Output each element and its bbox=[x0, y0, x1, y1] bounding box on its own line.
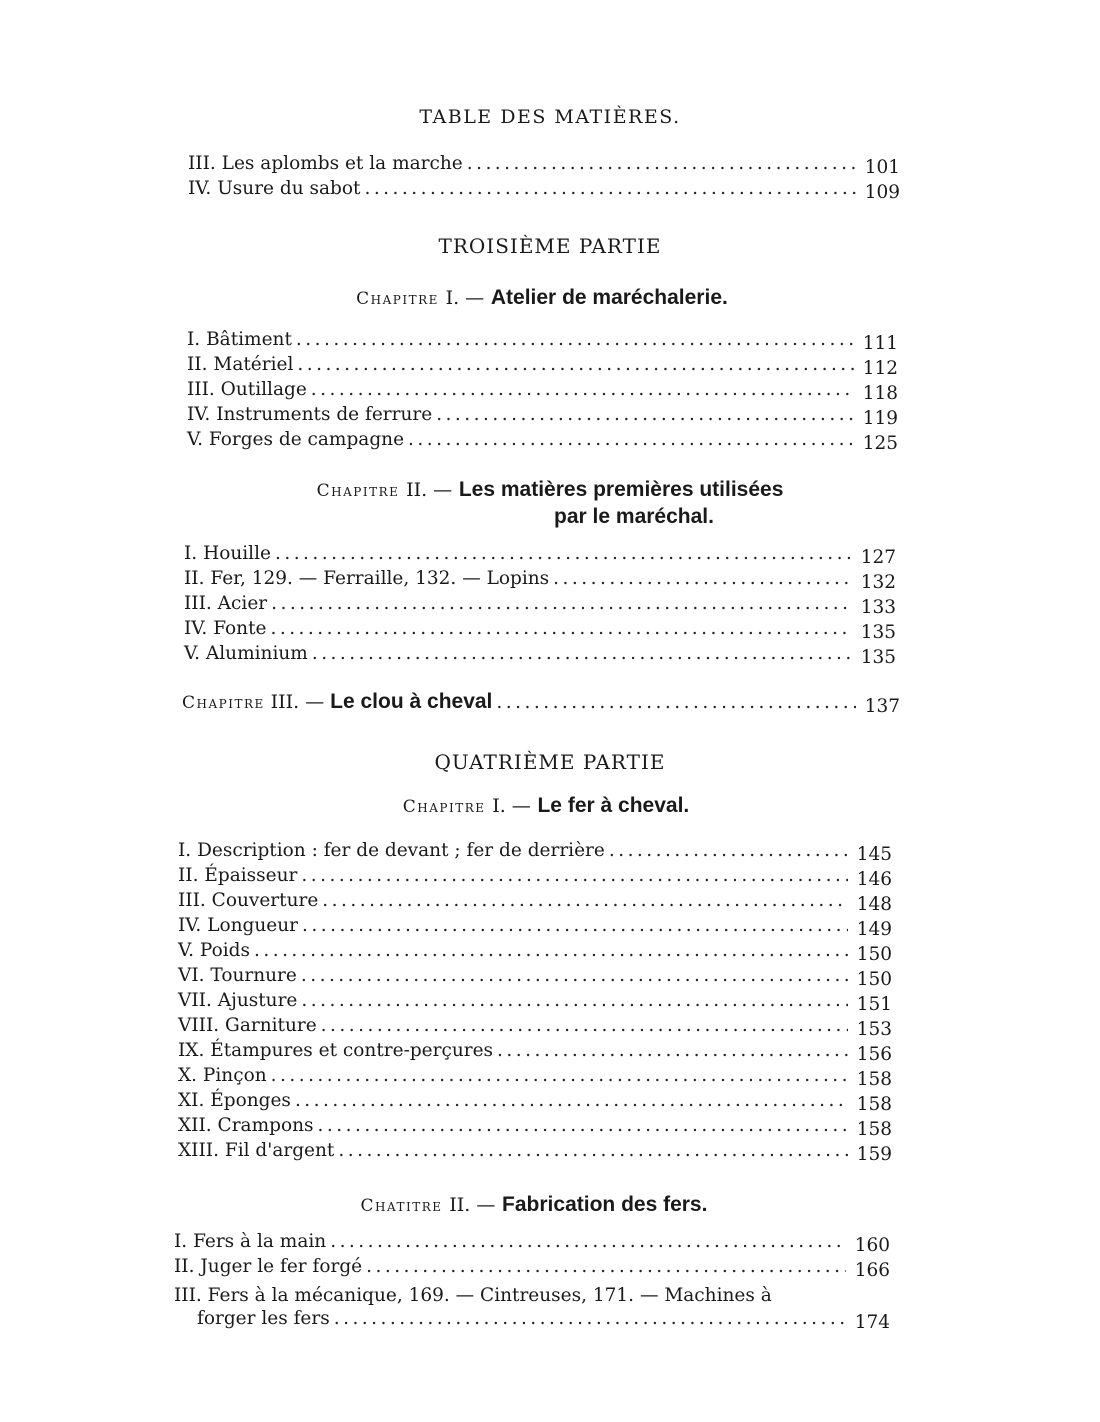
toc-entry bbox=[178, 1140, 892, 1164]
chapter-heading bbox=[0, 285, 1092, 310]
toc-entry bbox=[178, 990, 892, 1014]
toc-entry bbox=[197, 1308, 890, 1332]
toc-entry-label: IX. Étampures et contre-perçures bbox=[178, 1040, 494, 1061]
page-number: 148 bbox=[856, 894, 892, 915]
toc-entry-label: VII. Ajusture bbox=[178, 990, 298, 1011]
chapter-title: Le fer à cheval. bbox=[537, 794, 690, 817]
page-number: 166 bbox=[854, 1260, 890, 1281]
page-number: 150 bbox=[856, 944, 892, 965]
toc-entry bbox=[187, 379, 898, 403]
dot-leader bbox=[364, 178, 856, 199]
chapter-title: Le clou à cheval bbox=[330, 690, 493, 713]
chapter-heading bbox=[0, 477, 1100, 502]
toc-entry-label: XII. Crampons bbox=[178, 1115, 314, 1136]
toc-entry-label: I. Fers à la main bbox=[174, 1231, 327, 1252]
chapter-title: Fabrication des fers. bbox=[502, 1193, 708, 1216]
dot-leader bbox=[321, 1015, 848, 1036]
toc-entry-label: XIII. Fil d'argent bbox=[178, 1140, 335, 1161]
chapter-label bbox=[182, 690, 492, 714]
dot-leader bbox=[297, 354, 854, 375]
page-number: 127 bbox=[860, 547, 896, 568]
part-heading: TROISIÈME PARTIE bbox=[438, 234, 662, 258]
toc-entry-label: X. Pinçon bbox=[178, 1065, 267, 1086]
toc-entry-label: I. Description : fer de devant ; fer de derrière bbox=[178, 840, 605, 861]
chapter-numeral: III. — bbox=[270, 691, 325, 713]
chapter-heading bbox=[0, 1192, 1084, 1217]
page-number: 158 bbox=[856, 1069, 892, 1090]
chapter-prefix: Chapitre bbox=[402, 797, 486, 817]
toc-entry bbox=[178, 1015, 892, 1039]
dot-leader bbox=[553, 568, 852, 589]
toc-entry-label: V. Aluminium bbox=[184, 643, 308, 664]
toc-entry-label: I. Houille bbox=[184, 543, 271, 564]
dot-leader bbox=[322, 890, 848, 911]
dot-leader bbox=[302, 915, 848, 936]
page-number: 132 bbox=[860, 572, 896, 593]
toc-entry-label: V. Poids bbox=[178, 940, 250, 961]
chapter-entry bbox=[182, 690, 900, 717]
dot-leader bbox=[497, 1040, 848, 1061]
dot-leader bbox=[312, 643, 852, 664]
toc-entry bbox=[178, 865, 892, 889]
dot-leader bbox=[271, 593, 852, 614]
toc-entry-label: III. Fers à la mécanique, 169. — Cintreuses, 171. — Machines à bbox=[174, 1285, 772, 1306]
toc-entry bbox=[178, 915, 892, 939]
toc-entry-label: IV. Usure du sabot bbox=[188, 178, 361, 199]
toc-entry bbox=[174, 1231, 890, 1255]
page-number: 133 bbox=[860, 597, 896, 618]
dot-leader bbox=[338, 1140, 848, 1161]
chapter-numeral: I. — bbox=[492, 795, 531, 817]
toc-entry-label: XI. Éponges bbox=[178, 1090, 291, 1111]
toc-entry-label: I. Bâtiment bbox=[187, 329, 292, 350]
toc-entry bbox=[178, 1115, 892, 1139]
toc-entry bbox=[188, 178, 900, 202]
toc-entry-label: IV. Instruments de ferrure bbox=[187, 404, 433, 425]
toc-entry bbox=[187, 429, 898, 453]
chapter-numeral: II. — bbox=[449, 1194, 496, 1216]
toc-entry bbox=[178, 1065, 892, 1089]
dot-leader bbox=[270, 618, 852, 639]
chapter-heading-cont bbox=[84, 504, 1100, 529]
dot-leader bbox=[296, 329, 854, 350]
dot-leader bbox=[436, 404, 854, 425]
page-number: 119 bbox=[862, 408, 898, 429]
dot-leader bbox=[318, 1115, 848, 1136]
toc-entry-label: VI. Tournure bbox=[178, 965, 297, 986]
toc-entry bbox=[187, 354, 898, 378]
toc-entry-label: II. Épaisseur bbox=[178, 865, 298, 886]
dot-leader bbox=[301, 965, 848, 986]
toc-entry-label: II. Fer, 129. — Ferraille, 132. — Lopins bbox=[184, 568, 550, 589]
toc-entry-label: IV. Fonte bbox=[184, 618, 267, 639]
page-number: 137 bbox=[864, 696, 900, 717]
toc-entry bbox=[187, 329, 898, 353]
page-number: 150 bbox=[856, 969, 892, 990]
dot-leader bbox=[271, 1065, 848, 1086]
page-number: 111 bbox=[862, 333, 898, 354]
page-number: 135 bbox=[860, 622, 896, 643]
chapter-numeral: II. — bbox=[406, 479, 453, 501]
toc-entry bbox=[184, 568, 896, 592]
page-number: 145 bbox=[856, 844, 892, 865]
toc-entry bbox=[184, 618, 896, 642]
page-number: 160 bbox=[854, 1235, 890, 1256]
toc-entry-label: III. Acier bbox=[184, 593, 268, 614]
chapter-prefix: Chapitre bbox=[356, 289, 439, 309]
toc-entry bbox=[178, 1090, 892, 1114]
toc-entry bbox=[188, 153, 900, 177]
toc-entry bbox=[184, 543, 896, 567]
page-number: 101 bbox=[864, 157, 900, 178]
page-number: 158 bbox=[856, 1094, 892, 1115]
page-number: 153 bbox=[856, 1019, 892, 1040]
dot-leader bbox=[366, 1256, 846, 1277]
toc-entry-label: forger les fers bbox=[197, 1308, 330, 1329]
toc-entry-label: II. Juger le fer forgé bbox=[174, 1256, 363, 1277]
toc-entry bbox=[187, 404, 898, 428]
dot-leader bbox=[496, 692, 856, 713]
dot-leader bbox=[609, 840, 848, 861]
page-number: 118 bbox=[862, 383, 898, 404]
page-number: 125 bbox=[862, 433, 898, 454]
page-number: 158 bbox=[856, 1119, 892, 1140]
toc-entry-label: II. Matériel bbox=[187, 354, 294, 375]
dot-leader bbox=[330, 1231, 846, 1252]
page-number: 151 bbox=[856, 994, 892, 1015]
dot-leader bbox=[254, 940, 848, 961]
dot-leader bbox=[301, 990, 848, 1011]
chapter-title: Atelier de maréchalerie. bbox=[490, 286, 728, 309]
toc-entry bbox=[184, 643, 896, 667]
toc-entry-label: IV. Longueur bbox=[178, 915, 298, 936]
chapter-prefix: Chapitre bbox=[182, 693, 265, 713]
page-number: 112 bbox=[862, 358, 898, 379]
toc-entry-label: III. Couverture bbox=[178, 890, 319, 911]
page-number: 149 bbox=[856, 919, 892, 940]
toc-entry-label: V. Forges de campagne bbox=[187, 429, 405, 450]
chapter-prefix: Chatitre bbox=[360, 1196, 443, 1216]
dot-leader bbox=[408, 429, 854, 450]
dot-leader bbox=[334, 1308, 846, 1329]
page-title: TABLE DES MATIÈRES. bbox=[419, 106, 681, 128]
toc-entry bbox=[178, 1040, 892, 1064]
toc-entry bbox=[178, 965, 892, 989]
page-number: 174 bbox=[854, 1312, 890, 1333]
page-number: 156 bbox=[856, 1044, 892, 1065]
dot-leader bbox=[311, 379, 854, 400]
page-number: 146 bbox=[856, 869, 892, 890]
chapter-heading bbox=[0, 793, 1096, 818]
page-number: 159 bbox=[856, 1144, 892, 1165]
toc-entry bbox=[178, 940, 892, 964]
chapter-prefix: Chapitre bbox=[316, 481, 400, 501]
dot-leader bbox=[275, 543, 852, 564]
dot-leader bbox=[467, 153, 856, 174]
part-heading: QUATRIÈME PARTIE bbox=[434, 750, 666, 774]
dot-leader bbox=[301, 865, 848, 886]
chapter-numeral: I. — bbox=[445, 287, 485, 309]
chapter-title-cont: par le maréchal. bbox=[554, 505, 714, 528]
toc-entry bbox=[178, 840, 892, 864]
page-number: 135 bbox=[860, 647, 896, 668]
toc-entry-label: III. Outillage bbox=[187, 379, 307, 400]
toc-entry-label: VIII. Garniture bbox=[178, 1015, 317, 1036]
dot-leader bbox=[295, 1090, 848, 1111]
page-number: 109 bbox=[864, 182, 900, 203]
toc-entry bbox=[174, 1256, 890, 1280]
toc-entry bbox=[184, 593, 896, 617]
chapter-title: Les matières premières utilisées bbox=[458, 478, 784, 501]
toc-entry-label: III. Les aplombs et la marche bbox=[188, 153, 463, 174]
toc-entry bbox=[178, 890, 892, 914]
